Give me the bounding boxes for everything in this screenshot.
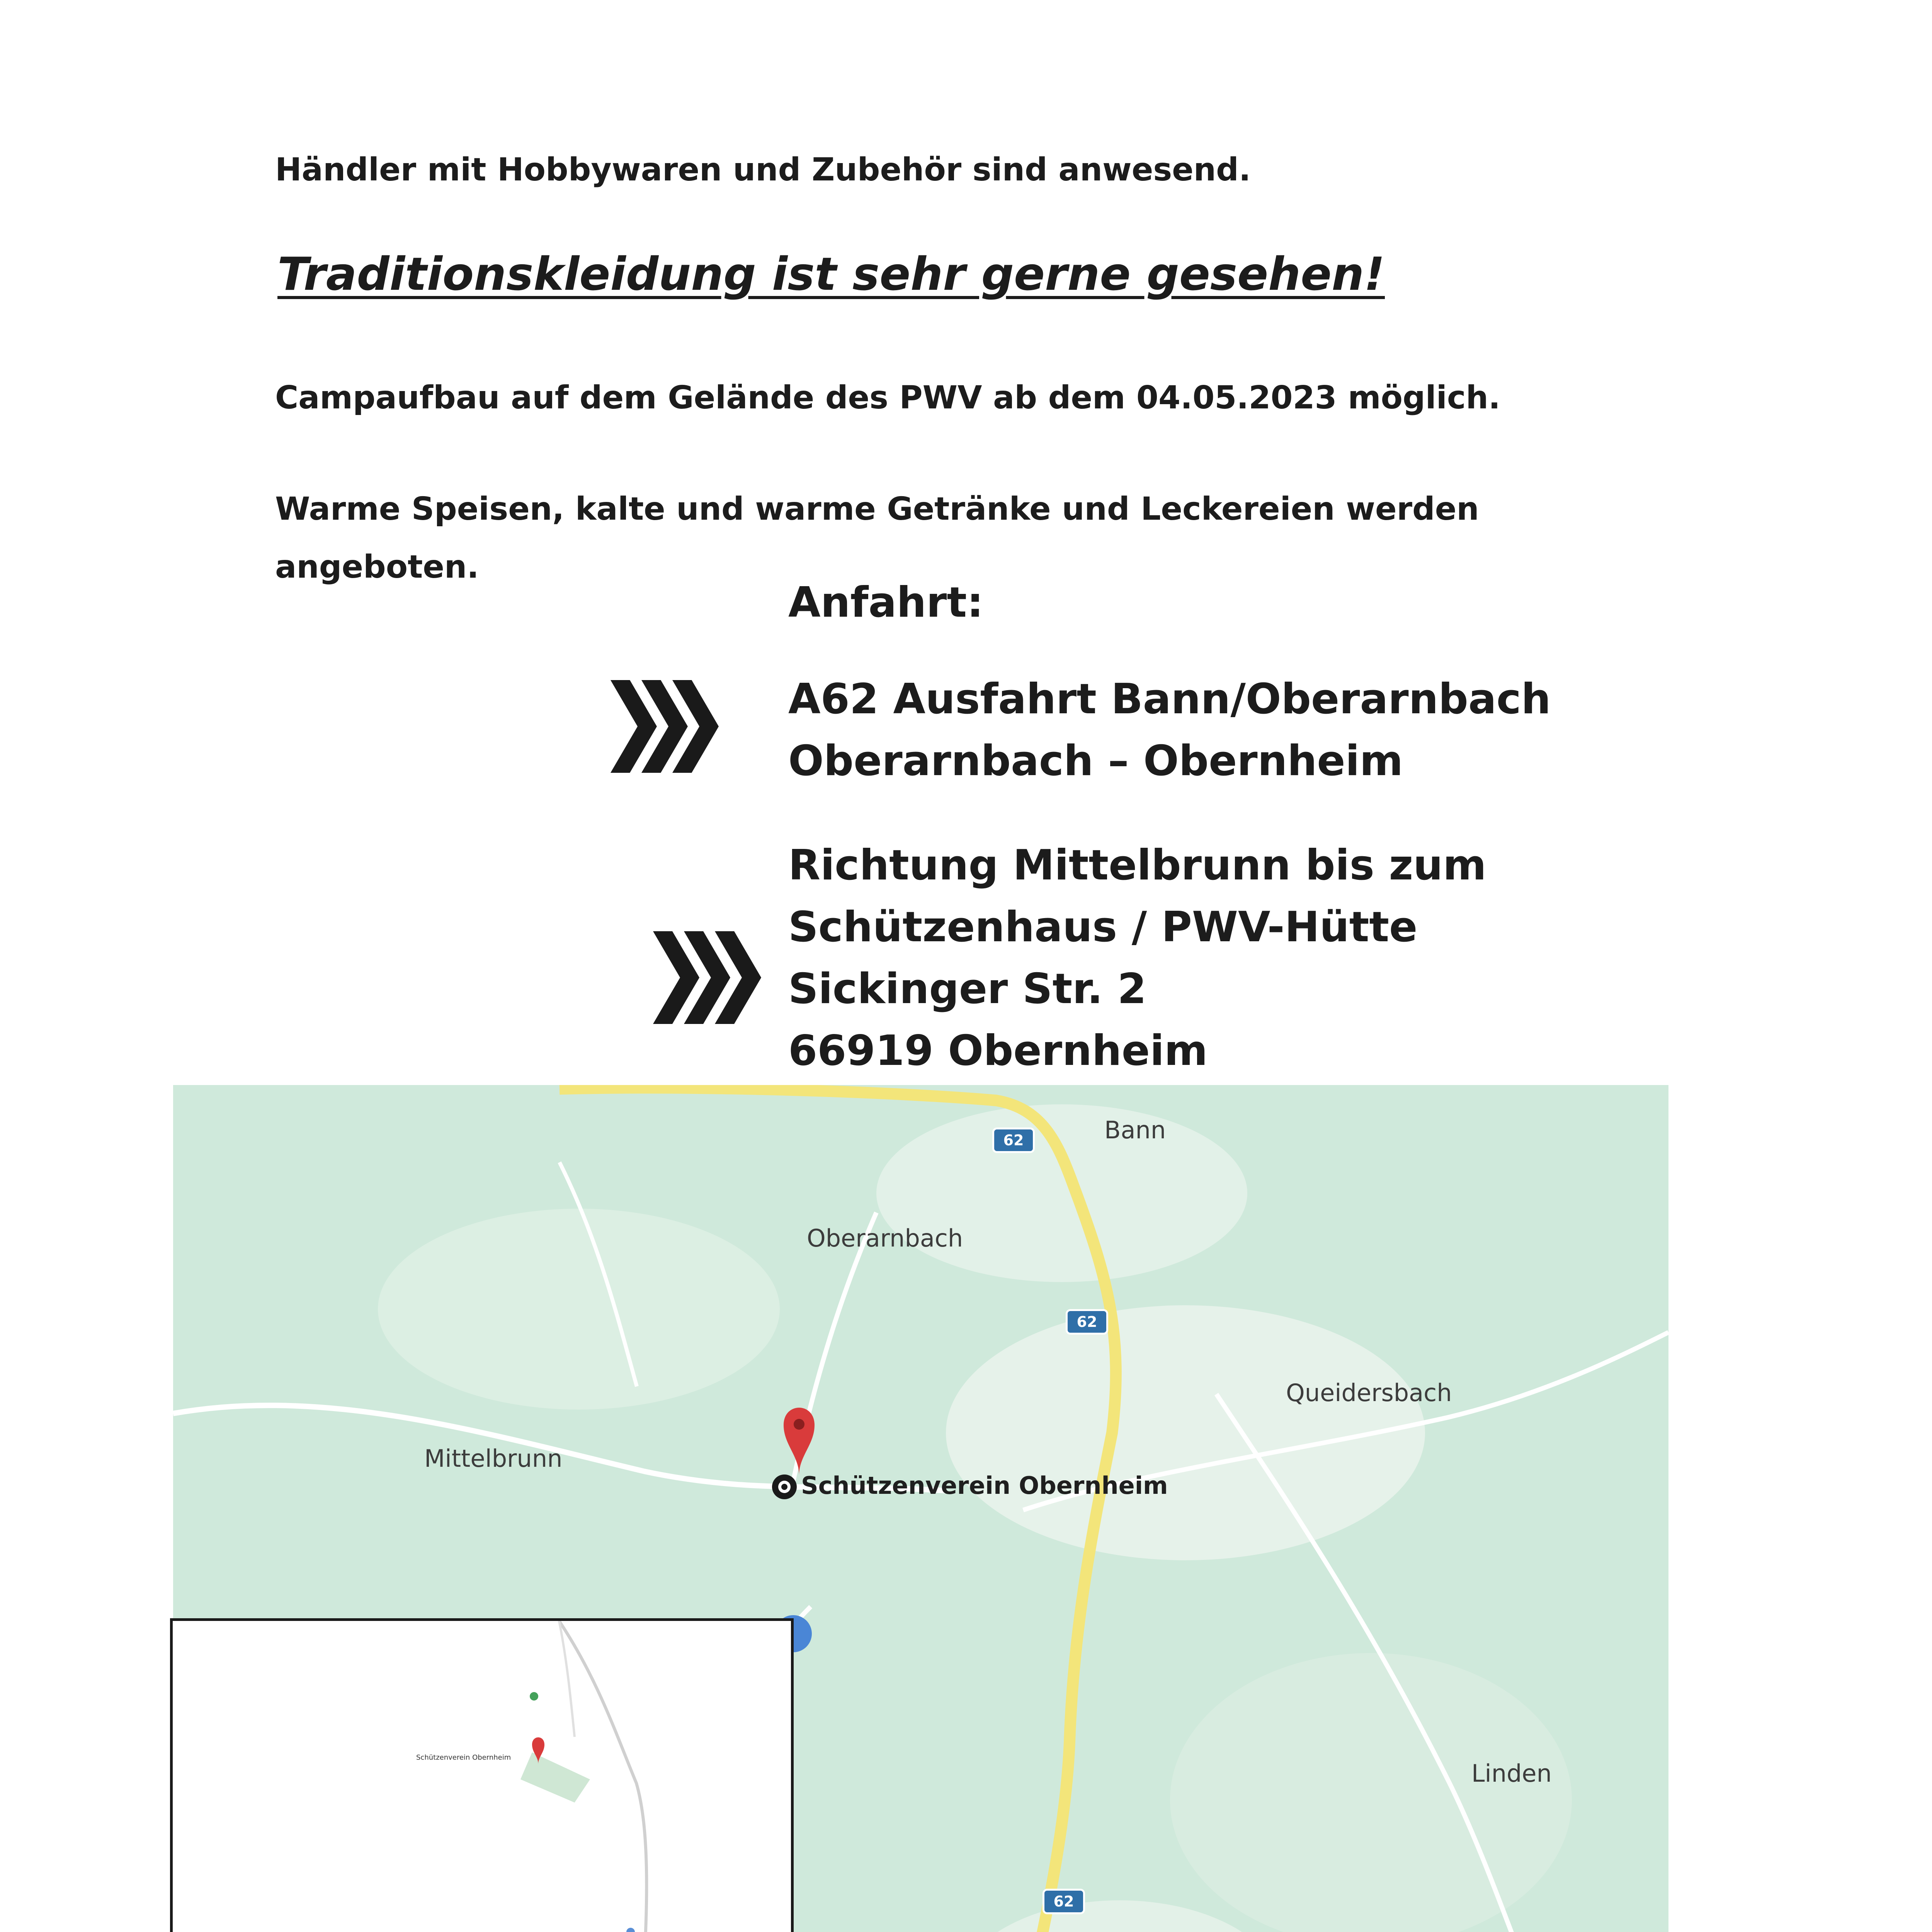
chevron-arrows-icon (653, 931, 761, 1024)
dealers-text: Händler mit Hobbywaren und Zubehör sind anwesend. (275, 151, 1251, 188)
map-label-mittelbrunn: Mittelbrunn (424, 1444, 563, 1473)
inset-venue-label: Schützenverein Obernheim (416, 1753, 511, 1762)
directions-line-2: Oberarnbach – Obernheim (788, 737, 1403, 785)
directions-line-3: Richtung Mittelbrunn bis zum (788, 841, 1486, 889)
directions-line-5: Sickinger Str. 2 (788, 965, 1147, 1013)
inset-map (170, 1618, 794, 1932)
map-label-venue: Schützenverein Obernheim (801, 1471, 1168, 1500)
directions-line-4: Schützenhaus / PWV-Hütte (788, 903, 1418, 951)
directions-line-1: A62 Ausfahrt Bann/Oberarnbach (788, 675, 1551, 723)
inset-map-graphic (173, 1621, 791, 1932)
directions-line-6: 66919 Obernheim (788, 1027, 1208, 1075)
chevron-arrows-icon (611, 680, 719, 773)
road-shield-62: 62 (992, 1128, 1035, 1153)
food-text-line2: angeboten. (275, 549, 479, 585)
road-shield-62: 62 (1066, 1309, 1108, 1335)
map-label-queidersbach: Queidersbach (1286, 1379, 1452, 1407)
tradition-heading: Traditionskleidung ist sehr gerne gesehen! (277, 247, 1385, 301)
camp-text: Campaufbau auf dem Gelände des PWV ab dem 04.05.2023 möglich. (275, 379, 1501, 416)
map-label-oberarnbach: Oberarnbach (807, 1224, 963, 1252)
food-text-line1: Warme Speisen, kalte und warme Getränke und Leckereien werden (275, 491, 1479, 527)
map-label-linden: Linden (1471, 1759, 1552, 1787)
directions-heading: Anfahrt: (788, 578, 984, 627)
map-label-bann: Bann (1104, 1116, 1166, 1144)
road-shield-62: 62 (1043, 1889, 1085, 1914)
